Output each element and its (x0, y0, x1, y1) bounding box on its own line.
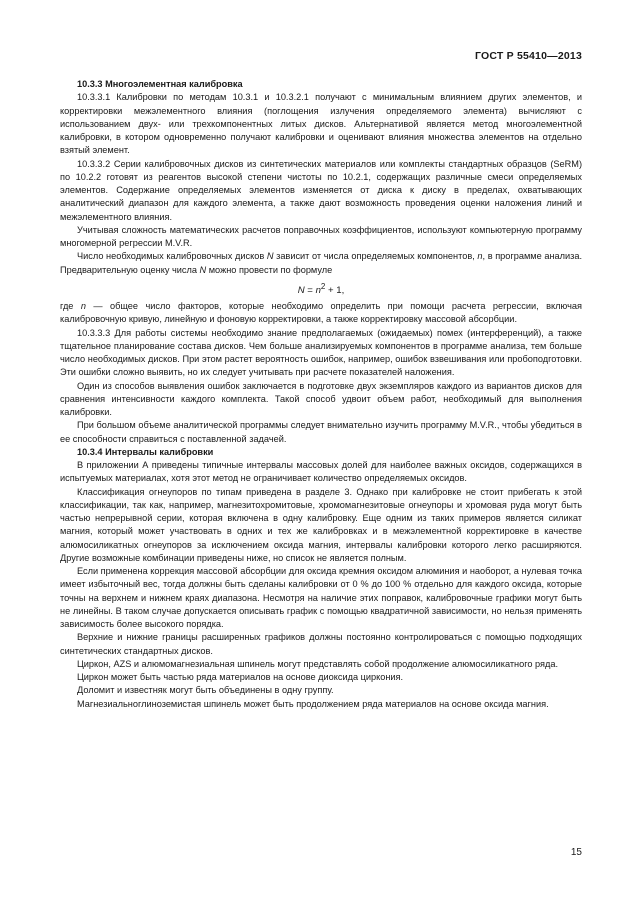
formula: $N = n^2 + 1$, (297, 281, 345, 296)
paragraph: 10.3.3.2 Серии калибровочных дисков из синтетических материалов или комплекты стандартных образцов (SeRM) по 10.2.2 готовят из реагентов высокой степени чистоты по 10.2.1, содержащих различные смеси определяемых элементов. Содержание определяемых элементов изменяется от диска к диску в пределах, охватывающих аналитический диапазон для каждого элемента, а также дают возможность проведения оценки наложения линий и межэлементного влияния. (60, 158, 582, 222)
paragraph: Циркон может быть частью ряда материалов на основе диоксида циркония. (77, 672, 404, 683)
section-heading-10-3-3: 10.3.3 Многоэлементная калибровка (77, 79, 243, 89)
paragraph: Циркон, AZS и алюмомагнезиальная шпинель могут представлять собой продолжение алюмосиликатного ряда. (77, 658, 559, 669)
paragraph: Верхние и нижние границы расширенных графиков должны постоянно контролироваться с помощью подходящих синтетических стандартных дисков. (60, 632, 582, 656)
paragraph: Классификация огнеупоров по типам приведена в разделе 3. Однако при калибровке не стоит прибегать к этой классификации, так как, например, магнезитохромитовые, хромомагнезитовые огнеупоры и хромовая руда могут быть частью непрерывной серии, которая включена в одну калибровку. Еще одним из таких примеров является силикат магния, который может участвовать в одних и тех же калибровках и в межэлементной корректировке в качестве алюмосиликатных огнеупоров за исключением оксида магния, интервалы калибровки которого легко расширяются. Другие возможные комбинации приведены ниже, но список не является полным. (60, 486, 582, 563)
formula-explanation: где n — общее число факторов, которые необходимо определить при помощи расчета регрессии, включая калибровочную кривую, линейную и фоновую корректировки, а также корректировку массовой абсорбции. (60, 301, 582, 325)
paragraph: В приложении А приведены типичные интервалы массовых долей для наиболее важных оксидов, содержащихся в испытуемых материалах, хотя этот метод не ограничивает количество определяемых оксидов. (60, 460, 582, 484)
section-heading-10-3-4: 10.3.4 Интервалы калибровки (77, 446, 214, 457)
paragraph: Магнезиальноглиноземистая шпинель может быть продолжением ряда материалов на основе оксида магния. (77, 698, 549, 709)
paragraph: 10.3.3.1 Калибровки по методам 10.3.1 и 10.3.2.1 получают с минимальным влиянием других элементов, и корректировки межэлементного влияния (поглощения излучения определяемого элемента) вычисляют с использованием двух- или трехкомпонентных литых дисков. Альтернативой является метод многоэлементной калибровки, в котором одновременно получают калибровки и оценивают влияния множества элементов на отдельно взятый элемент. (60, 92, 582, 156)
paragraph-with-variables: Число необходимых калибровочных дисков N зависит от числа определяемых компонентов, n, в программе анализа. Предварительную оценку числа N можно провести по формуле (60, 251, 582, 275)
page-content (60, 78, 582, 711)
document-header: ГОСТ Р 55410—2013 (474, 50, 582, 62)
paragraph: Если применена коррекция массовой абсорбции для оксида кремния оксидом алюминия и наоборот, а нулевая точка имеет избыточный вес, тогда должны быть сделаны калибровки от 0 % до 100 % отдельно для каждого оксида, которые точны на верхнем и нижнем краях диапазона. Несмотря на наличие этих поправок, калибровочные графики могут быть не линейны. В таком случае допускается описывать график с помощью квадратичной зависимости, но нельзя применять зависимость более высокого порядка. (60, 566, 582, 630)
page-number: 15 (570, 847, 582, 858)
paragraph: Один из способов выявления ошибок заключается в подготовке двух экземпляров каждого из вариантов дисков для сравнения интенсивности каждого комплекта. Такой способ удвоит объем работ, необходимый для выполнения калибровки. (60, 380, 582, 418)
paragraph: Учитывая сложность математических расчетов поправочных коэффициентов, используют компьютерную программу многомерной регрессии M.V.R. (60, 224, 582, 248)
paragraph: Доломит и известняк могут быть объединены в одну группу. (77, 685, 334, 696)
paragraph: При большом объеме аналитической программы следует внимательно изучить программу M.V.R., чтобы убедиться в ее способности справиться с поставленной задачей. (60, 420, 582, 444)
paragraph: 10.3.3.3 Для работы системы необходимо знание предполагаемых (ожидаемых) помех (интерференций), а также тщательное планирование состава дисков. Чем больше анализируемых компонентов в программе анализа, тем больше число необходимых дисков. При этом растет вероятность ошибок, например, ошибок взвешивания или пробоподготовки. Эти ошибки сложно выявить, но их следует учитывать при расчете показателей наложения. (60, 327, 582, 378)
